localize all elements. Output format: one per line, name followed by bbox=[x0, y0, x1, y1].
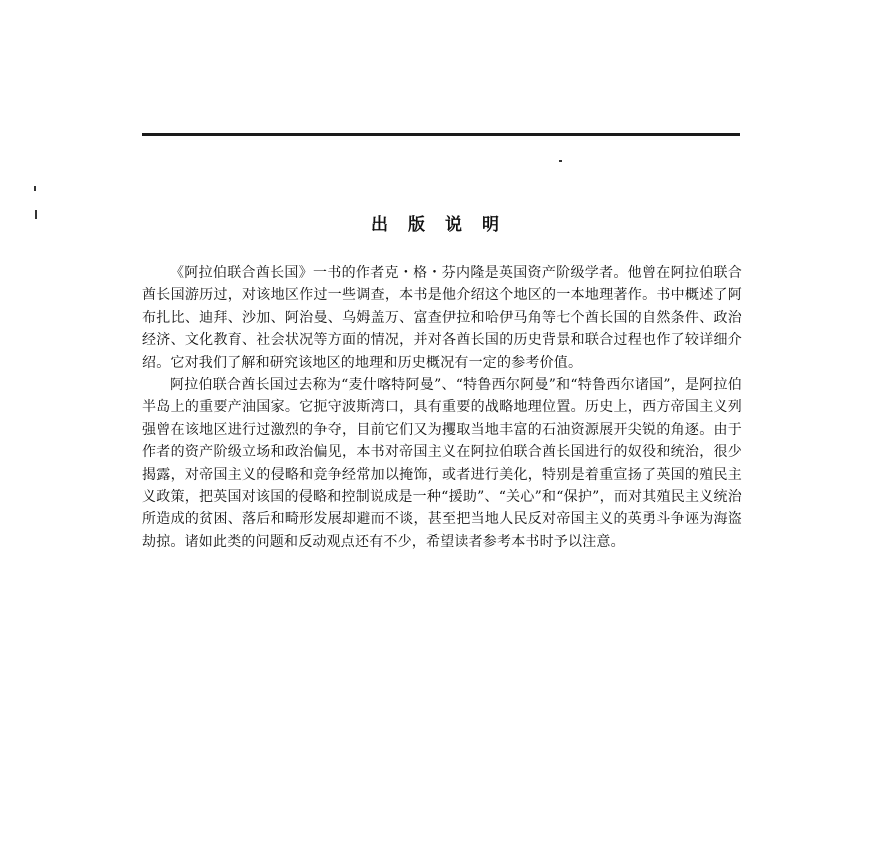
paragraph-2: 阿拉伯联合酋长国过去称为“麦什喀特阿曼”、“特鲁西尔阿曼”和“特鲁西尔诸国”，是阿拉伯半岛上的重要产油国家。它扼守波斯湾口，具有重要的战略地理位置。历史上，西方帝国主义列强曾在该地区进行过激烈的争夺，目前它们又为攫取当地丰富的石油资源展开尖锐的角逐。由于作者的资产阶级立场和政治偏见，本书对帝国主义在阿拉伯联合酋长国进行的奴役和统治，很少揭露，对帝国主义的侵略和竞争经常加以掩饰，或者进行美化，特别是着重宣扬了英国的殖民主义政策，把英国对该国的侵略和控制说成是一种“援助”、“关心”和“保护”，而对其殖民主义统治所造成的贫困、落后和畸形发展却避而不谈，甚至把当地人民反对帝国主义的英勇斗争诬为海盗劫掠。诸如此类的问题和反动观点还有不少，希望读者参考本书时予以注意。 bbox=[142, 377, 742, 550]
scan-speck bbox=[34, 186, 36, 191]
paragraph-1: 《阿拉伯联合酋长国》一书的作者克・格・芬内隆是英国资产阶级学者。他曾在阿拉伯联合酋长国游历过，对该地区作过一些调查，本书是他介绍这个地区的一本地理著作。书中概述了阿布扎比、迪拜、沙加、阿治曼、乌姆盖万、富查伊拉和哈伊马角等七个酋长国的自然条件、政治经济、文化教育、社会状况等方面的情况，并对各酋长国的历史背景和联合过程也作了较详细介绍。它对我们了解和研究该地区的地理和历史概况有一定的参考价值。 bbox=[142, 265, 742, 371]
page-title: 出版说明 bbox=[371, 215, 519, 235]
top-rule bbox=[142, 133, 740, 136]
body-text bbox=[142, 262, 742, 553]
scan-speck bbox=[559, 160, 562, 162]
